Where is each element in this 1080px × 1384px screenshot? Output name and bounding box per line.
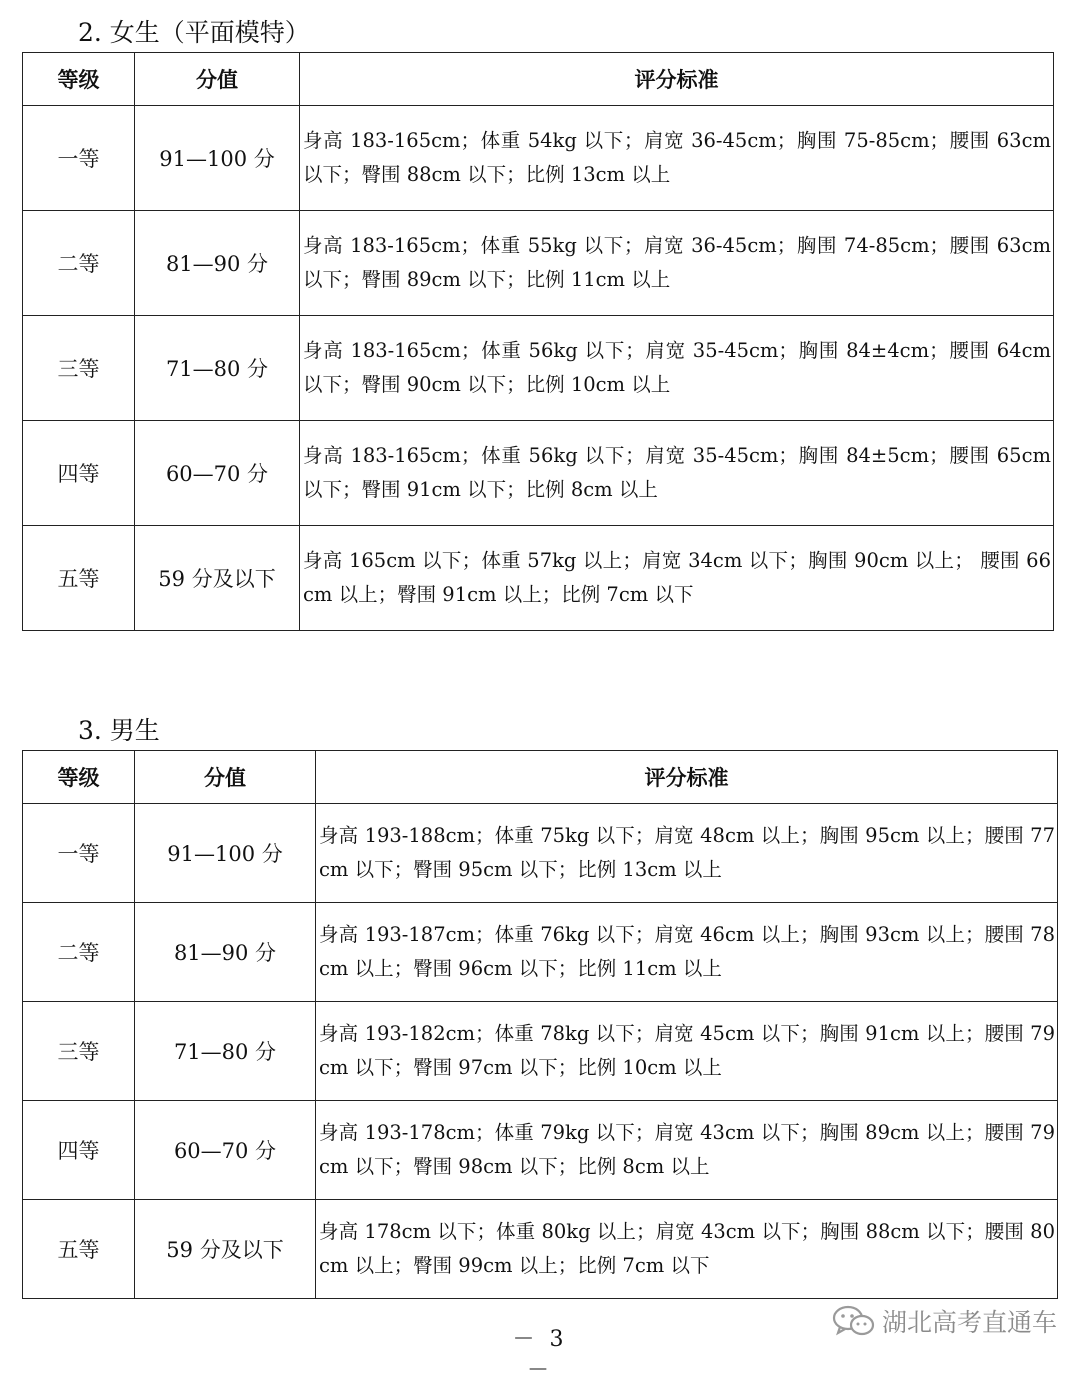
table-header-row — [23, 751, 1058, 804]
table-row — [23, 526, 1054, 631]
grade-cell: 四等 — [23, 1101, 135, 1200]
wechat-icon — [832, 1304, 876, 1338]
criteria-cell: 身高 183-165cm；体重 54kg 以下；肩宽 36-45cm；胸围 75-85cm；腰围 63cm 以下；臀围 88cm 以下；比例 13cm 以上 — [300, 106, 1054, 211]
table-row — [23, 1101, 1058, 1200]
criteria-cell: 身高 183-165cm；体重 56kg 以下；肩宽 35-45cm；胸围 84±4cm；腰围 64cm 以下；臀围 90cm 以下；比例 10cm 以上 — [300, 316, 1054, 421]
grade-cell: 三等 — [23, 316, 135, 421]
score-cell: 91—100 分 — [135, 804, 316, 903]
score-cell: 91—100 分 — [135, 106, 300, 211]
section-title-male: 3. 男生 — [78, 716, 160, 745]
watermark — [832, 1303, 1057, 1339]
criteria-cell: 身高 193-187cm；体重 76kg 以下；肩宽 46cm 以上；胸围 93cm 以上；腰围 78cm 以上；臀围 96cm 以下；比例 11cm 以上 — [316, 903, 1058, 1002]
section-title-female: 2. 女生（平面模特） — [78, 18, 310, 47]
table-row — [23, 804, 1058, 903]
score-cell: 60—70 分 — [135, 1101, 316, 1200]
criteria-cell: 身高 193-182cm；体重 78kg 以下；肩宽 45cm 以下；胸围 91cm 以上；腰围 79cm 以下；臀围 97cm 以下；比例 10cm 以上 — [316, 1002, 1058, 1101]
table-row — [23, 211, 1054, 316]
score-cell: 60—70 分 — [135, 421, 300, 526]
table-row — [23, 316, 1054, 421]
header-grade: 等级 — [23, 53, 135, 106]
score-cell: 81—90 分 — [135, 903, 316, 1002]
female-grading-table — [22, 52, 1054, 631]
grade-cell: 三等 — [23, 1002, 135, 1101]
table-row — [23, 903, 1058, 1002]
header-criteria: 评分标准 — [300, 53, 1054, 106]
table-header-row — [23, 53, 1054, 106]
criteria-cell: 身高 183-165cm；体重 56kg 以下；肩宽 35-45cm；胸围 84±5cm；腰围 65cm 以下；臀围 91cm 以下；比例 8cm 以上 — [300, 421, 1054, 526]
grade-cell: 五等 — [23, 526, 135, 631]
table-row — [23, 106, 1054, 211]
grade-cell: 四等 — [23, 421, 135, 526]
score-cell: 59 分及以下 — [135, 1200, 316, 1299]
criteria-cell: 身高 193-188cm；体重 75kg 以下；肩宽 48cm 以上；胸围 95cm 以上；腰围 77cm 以下；臀围 95cm 以下；比例 13cm 以上 — [316, 804, 1058, 903]
grade-cell: 一等 — [23, 106, 135, 211]
table-row — [23, 1200, 1058, 1299]
score-cell: 71—80 分 — [135, 1002, 316, 1101]
grade-cell: 五等 — [23, 1200, 135, 1299]
score-cell: 71—80 分 — [135, 316, 300, 421]
header-score: 分值 — [135, 53, 300, 106]
grade-cell: 二等 — [23, 903, 135, 1002]
grade-cell: 一等 — [23, 804, 135, 903]
score-cell: 81—90 分 — [135, 211, 300, 316]
criteria-cell: 身高 165cm 以下；体重 57kg 以上；肩宽 34cm 以下；胸围 90cm 以上； 腰围 66cm 以上；臀围 91cm 以上；比例 7cm 以下 — [300, 526, 1054, 631]
criteria-cell: 身高 193-178cm；体重 79kg 以下；肩宽 43cm 以下；胸围 89cm 以上；腰围 79cm 以下；臀围 98cm 以下；比例 8cm 以上 — [316, 1101, 1058, 1200]
male-grading-table — [22, 750, 1058, 1299]
criteria-cell: 身高 183-165cm；体重 55kg 以下；肩宽 36-45cm；胸围 74-85cm；腰围 63cm 以下；臀围 89cm 以下；比例 11cm 以上 — [300, 211, 1054, 316]
table-row — [23, 421, 1054, 526]
criteria-cell: 身高 178cm 以下；体重 80kg 以上；肩宽 43cm 以下；胸围 88cm 以下；腰围 80cm 以上；臀围 99cm 以上；比例 7cm 以下 — [316, 1200, 1058, 1299]
header-criteria: 评分标准 — [316, 751, 1058, 804]
page-number: － 3 － — [512, 1327, 568, 1383]
header-grade: 等级 — [23, 751, 135, 804]
watermark-text: 湖北高考直通车 — [882, 1308, 1058, 1337]
table-row — [23, 1002, 1058, 1101]
score-cell: 59 分及以下 — [135, 526, 300, 631]
header-score: 分值 — [135, 751, 316, 804]
grade-cell: 二等 — [23, 211, 135, 316]
